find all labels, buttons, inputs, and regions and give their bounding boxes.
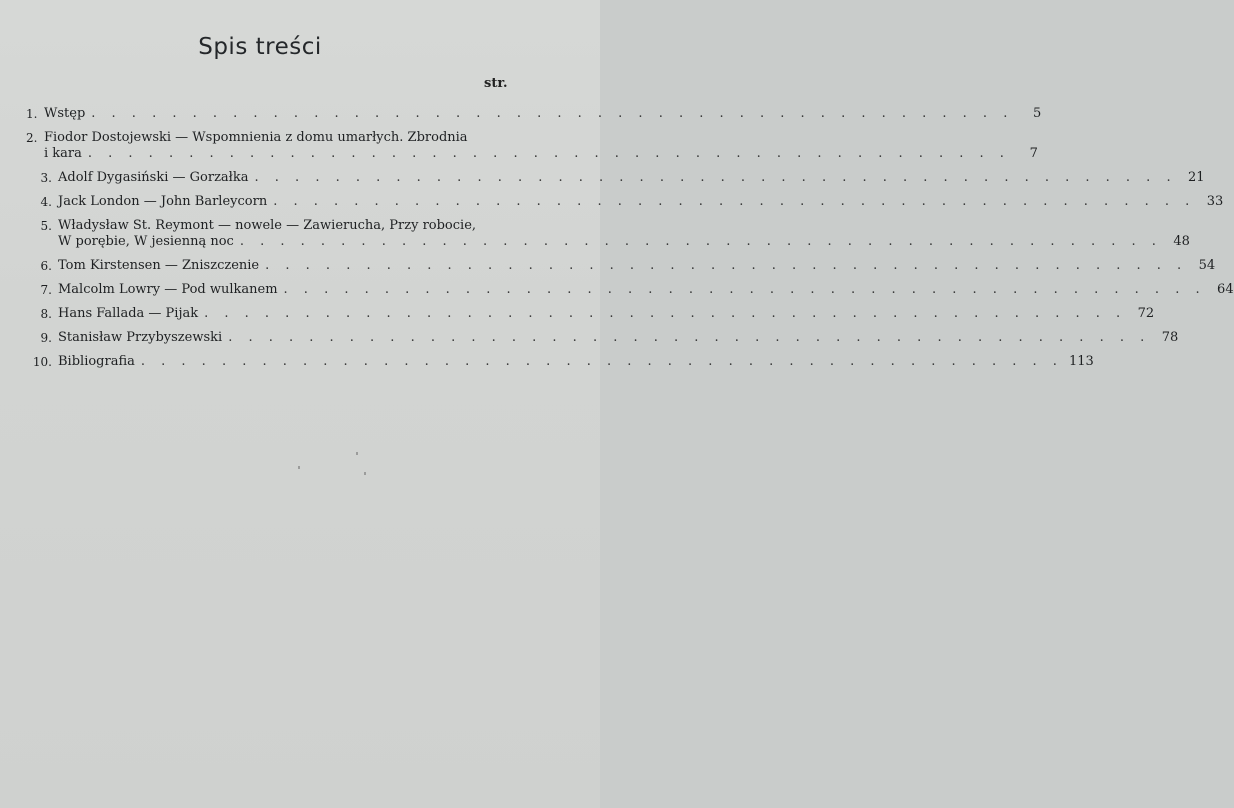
toc-entry-page: 78 <box>1161 330 1179 345</box>
dot-leader <box>228 330 1150 346</box>
toc-entry-title: Adolf Dygasiński — Gorzałka <box>58 170 249 185</box>
dot-leader <box>88 146 1010 162</box>
paper-speck <box>364 472 366 475</box>
toc-entry-page: 48 <box>1173 234 1190 249</box>
page-title: Spis treści <box>198 34 322 60</box>
dot-leader <box>273 194 1195 210</box>
toc-entry-title: Tom Kirstensen — Zniszczenie <box>58 258 260 273</box>
toc-entry-number: 6. <box>40 259 52 273</box>
toc-entry-number: 9. <box>40 331 52 345</box>
toc-entry-page: 113 <box>1068 354 1094 369</box>
paper-speck <box>356 452 358 455</box>
dot-leader <box>240 234 1162 250</box>
dot-leader <box>204 306 1126 322</box>
paper-speck <box>298 466 300 469</box>
dot-leader <box>141 354 1063 370</box>
toc-entry <box>26 282 1234 298</box>
toc-entry <box>26 106 1042 122</box>
toc-entry-page: 33 <box>1206 194 1224 209</box>
toc-entry-number: 7. <box>40 283 52 297</box>
toc-entry-title: Malcolm Lowry — Pod wulkanem <box>58 282 278 297</box>
toc-entry-title-continued: i kara <box>44 146 82 161</box>
toc-entry-number: 8. <box>40 307 52 321</box>
dot-leader <box>265 258 1187 274</box>
toc-entry-number: 1. <box>26 107 38 121</box>
toc-entry <box>26 130 1038 162</box>
toc-entry-title: Jack London — John Barleycorn <box>58 194 268 209</box>
dot-leader <box>255 170 1177 186</box>
toc-entry <box>26 330 1179 346</box>
toc-entry <box>26 194 1224 210</box>
toc-entry <box>26 258 1216 274</box>
toc-entry-page: 7 <box>1029 146 1038 161</box>
toc-entry-title: Bibliografia <box>58 354 135 369</box>
toc-entry-number: 2. <box>26 131 38 145</box>
toc-entry-page: 72 <box>1137 306 1155 321</box>
toc-entry-number: 10. <box>32 355 52 369</box>
toc-entry-title: Hans Fallada — Pijak <box>58 306 199 321</box>
toc-entry-title: Fiodor Dostojewski — Wspomnienia z domu umarłych. Zbrodnia <box>44 130 468 145</box>
dot-leader <box>91 106 1013 122</box>
page-column-label: str. <box>484 76 508 91</box>
dot-leader <box>284 282 1206 298</box>
toc-entry <box>26 170 1205 186</box>
toc-entry-page: 54 <box>1198 258 1216 273</box>
toc-entry-number: 3. <box>40 171 52 185</box>
toc-entry-title: Władysław St. Reymont — nowele — Zawierucha, Przy robocie, <box>58 218 477 233</box>
toc-entry <box>26 218 1190 250</box>
toc-entry-page: 5 <box>1033 106 1042 121</box>
toc-entry-title: Wstęp <box>44 106 86 121</box>
toc-entry <box>26 306 1155 322</box>
toc-entry-title: Stanisław Przybyszewski <box>58 330 223 345</box>
toc-entry-number: 5. <box>40 219 52 233</box>
table-of-contents <box>26 106 1234 378</box>
toc-entry <box>26 354 1094 370</box>
toc-entry-number: 4. <box>40 195 52 209</box>
toc-entry-page: 21 <box>1188 170 1205 185</box>
toc-entry-title-continued: W porębie, W jesienną noc <box>58 234 234 249</box>
toc-entry-page: 64 <box>1217 282 1234 297</box>
